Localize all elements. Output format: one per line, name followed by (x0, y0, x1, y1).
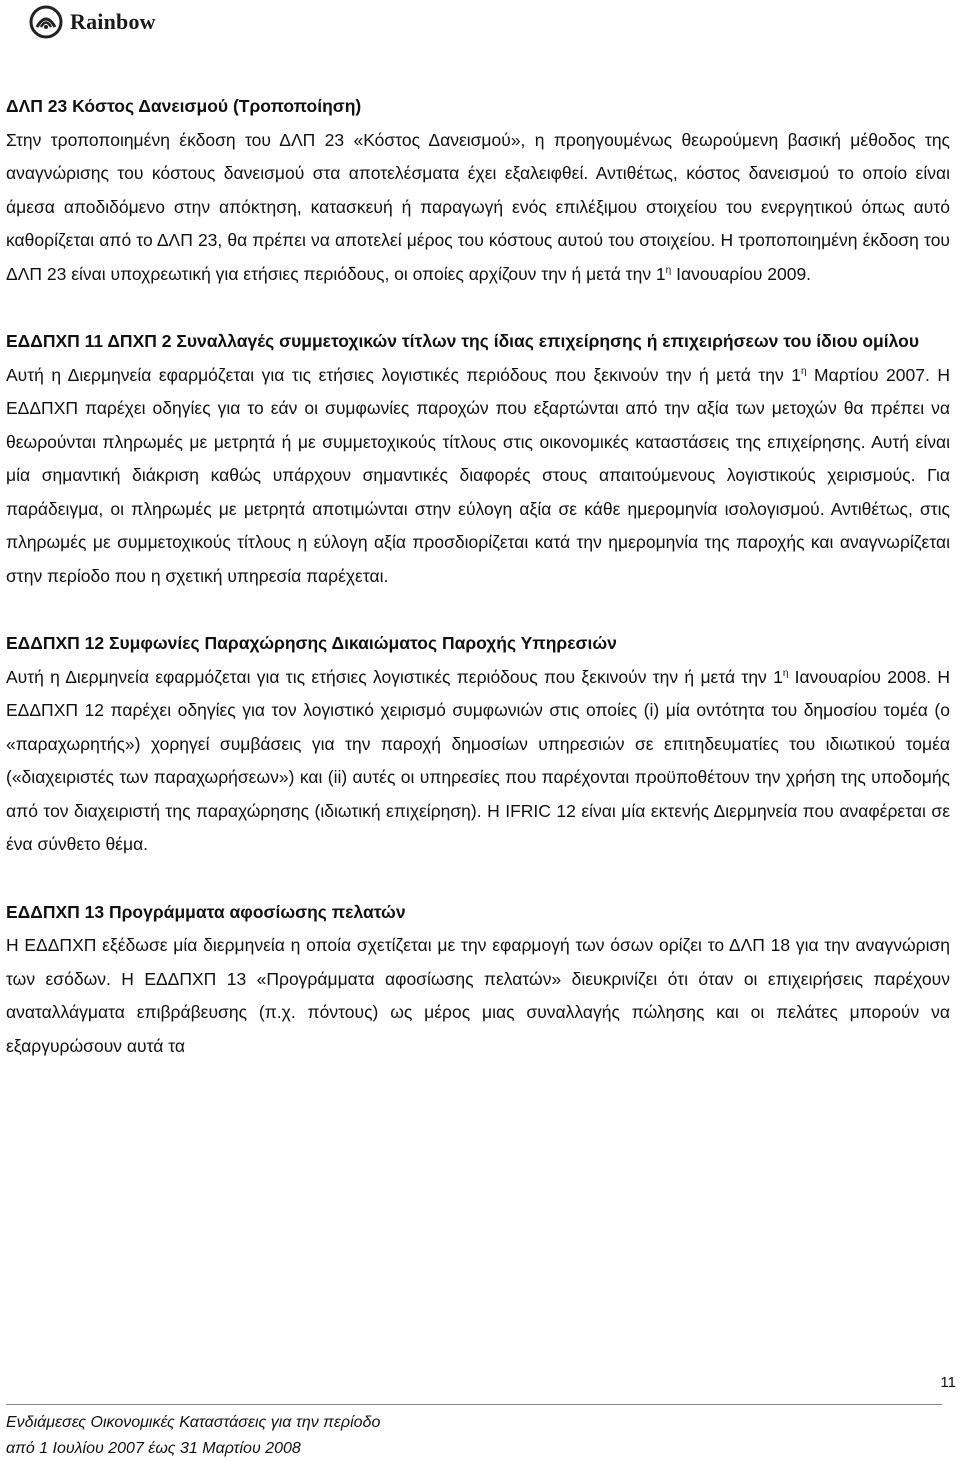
rainbow-logo-icon (28, 5, 64, 39)
ordinal-superscript: η (800, 365, 807, 377)
section-ifric-12 (6, 627, 950, 862)
paragraph-text: Στην τροποποιημένη έκδοση του ΔΛΠ 23 «Κόστος Δανεισμού», η προηγουμένως θεωρούμενη βασική μέθοδος της αναγνώρισης του κόστους δανεισμού στα αποτελέσματα έχει εξαλειφθεί. Αντιθέτως, κόστος δανεισμού το οποίο είναι άμεσα αποδιδόμενο στην απόκτηση, κατασκευή ή παραγωγή ενός επιλέξιμου στοιχείου του ενεργητικού όπως αυτό καθορίζεται από το ΔΛΠ 23, θα πρέπει να αποτελεί μέρος του κόστους αυτού του στοιχείου. Η τροποποιημένη έκδοση του ΔΛΠ 23 είναι υποχρεωτική για ετήσιες περιόδους, οι οποίες αρχίζουν την ή μετά την 1 (6, 129, 950, 284)
header-logo (28, 4, 156, 40)
ordinal-superscript: η (665, 264, 672, 276)
footer-divider (6, 1404, 942, 1405)
section-ifric-13 (6, 896, 950, 1064)
document-body (6, 90, 950, 1097)
section-paragraph (6, 359, 950, 594)
section-ias-23 (6, 90, 950, 291)
paragraph-text: Αυτή η Διερμηνεία εφαρμόζεται για τις ετήσιες λογιστικές περιόδους που ξεκινούν την ή μετά την 1 (6, 364, 801, 385)
ordinal-superscript: η (782, 667, 789, 679)
section-heading: ΕΔΔΠΧΠ 13 Προγράμματα αφοσίωσης πελατών (6, 901, 406, 922)
paragraph-text: Η ΕΔΔΠΧΠ εξέδωσε μία διερμηνεία η οποία σχετίζεται με την εφαρμογή των όσων ορίζει το ΔΛΠ 18 για την αναγνώριση των εσόδων. Η ΕΔΔΠΧΠ 13 «Προγράμματα αφοσίωσης πελατών» διευκρινίζει ότι όταν οι επιχειρήσεις παρέχουν αναταλλάγματα επιβράβευσης (π.χ. πόντους) ως μέρος μιας συναλλαγής πώλησης και οι πελάτες μπορούν να εξαργυρώσουν αυτά τα (6, 935, 950, 1056)
logo-text: Rainbow (70, 9, 156, 34)
section-paragraph (6, 929, 950, 1063)
section-paragraph (6, 661, 950, 862)
section-heading: ΕΔΔΠΧΠ 11 ΔΠΧΠ 2 Συναλλαγές συμμετοχικών τίτλων της ίδιας επιχείρησης ή επιχειρήσεων του ίδιου ομίλου (6, 331, 920, 351)
page-number: 11 (940, 1374, 956, 1391)
section-heading: ΔΛΠ 23 Κόστος Δανεισμού (Τροποποίηση) (6, 96, 362, 116)
footer-line-2: από 1 Ιουλίου 2007 έως 31 Μαρτίου 2008 (6, 1440, 301, 1457)
footer (6, 1410, 380, 1462)
paragraph-text: Ιανουαρίου 2009. (671, 263, 812, 284)
section-ifric-11 (6, 325, 950, 593)
paragraph-text: Αυτή η Διερμηνεία εφαρμόζεται για τις ετήσιες λογιστικές περιόδους που ξεκινούν την ή μετά την 1 (6, 666, 783, 687)
section-heading: ΕΔΔΠΧΠ 12 Συμφωνίες Παραχώρησης Δικαιώματος Παροχής Υπηρεσιών (6, 633, 617, 653)
paragraph-text: Μαρτίου 2007. Η ΕΔΔΠΧΠ παρέχει οδηγίες για το εάν οι συμφωνίες παροχών που εξαρτώνται από την αξία των μετοχών θα πρέπει να θεωρούνται πληρωμές με μετρητά ή με συμμετοχικούς τίτλους στις οικονομικές καταστάσεις της επιχείρησης. Αυτή είναι μία σημαντική διάκριση καθώς υπάρχουν σημαντικές διαφορές στους απαιτούμενους λογιστικούς χειρισμούς. Για παράδειγμα, οι πληρωμές με μετρητά αποτιμώνται στην εύλογη αξία σε κάθε ημερομηνία ισολογισμού. Αντιθέτως, στις πληρωμές με συμμετοχικούς τίτλους η εύλογη αξία προσδιορίζεται κατά την ημερομηνία της παροχής και αναγνωρίζεται στην περίοδο που η σχετική υπηρεσία παρέχεται. (6, 364, 950, 586)
paragraph-text: Ιανουαρίου 2008. Η ΕΔΔΠΧΠ 12 παρέχει οδηγίες για τον λογιστικό χειρισμό συμφωνιών στις οποίες (i) μία οντότητα του δημοσίου τομέα (ο «παραχωρητής») χορηγεί συμβάσεις για την παροχή δημοσίων υπηρεσιών σε επιτηδευματίες του ιδιωτικού τομέα («διαχειριστές των παραχωρήσεων») και (ii) αυτές οι υπηρεσίες που παρέχονται προϋποθέτουν την χρήση της υποδομής από τον διαχειριστή της παραχώρησης (ιδιωτική επιχείρηση). Η IFRIC 12 είναι μία εκτενής Διερμηνεία που αναφέρεται σε ένα σύνθετο θέμα. (6, 666, 950, 854)
footer-line-1: Ενδιάμεσες Οικονομικές Καταστάσεις για την περίοδο (6, 1414, 381, 1431)
section-paragraph (6, 124, 950, 292)
